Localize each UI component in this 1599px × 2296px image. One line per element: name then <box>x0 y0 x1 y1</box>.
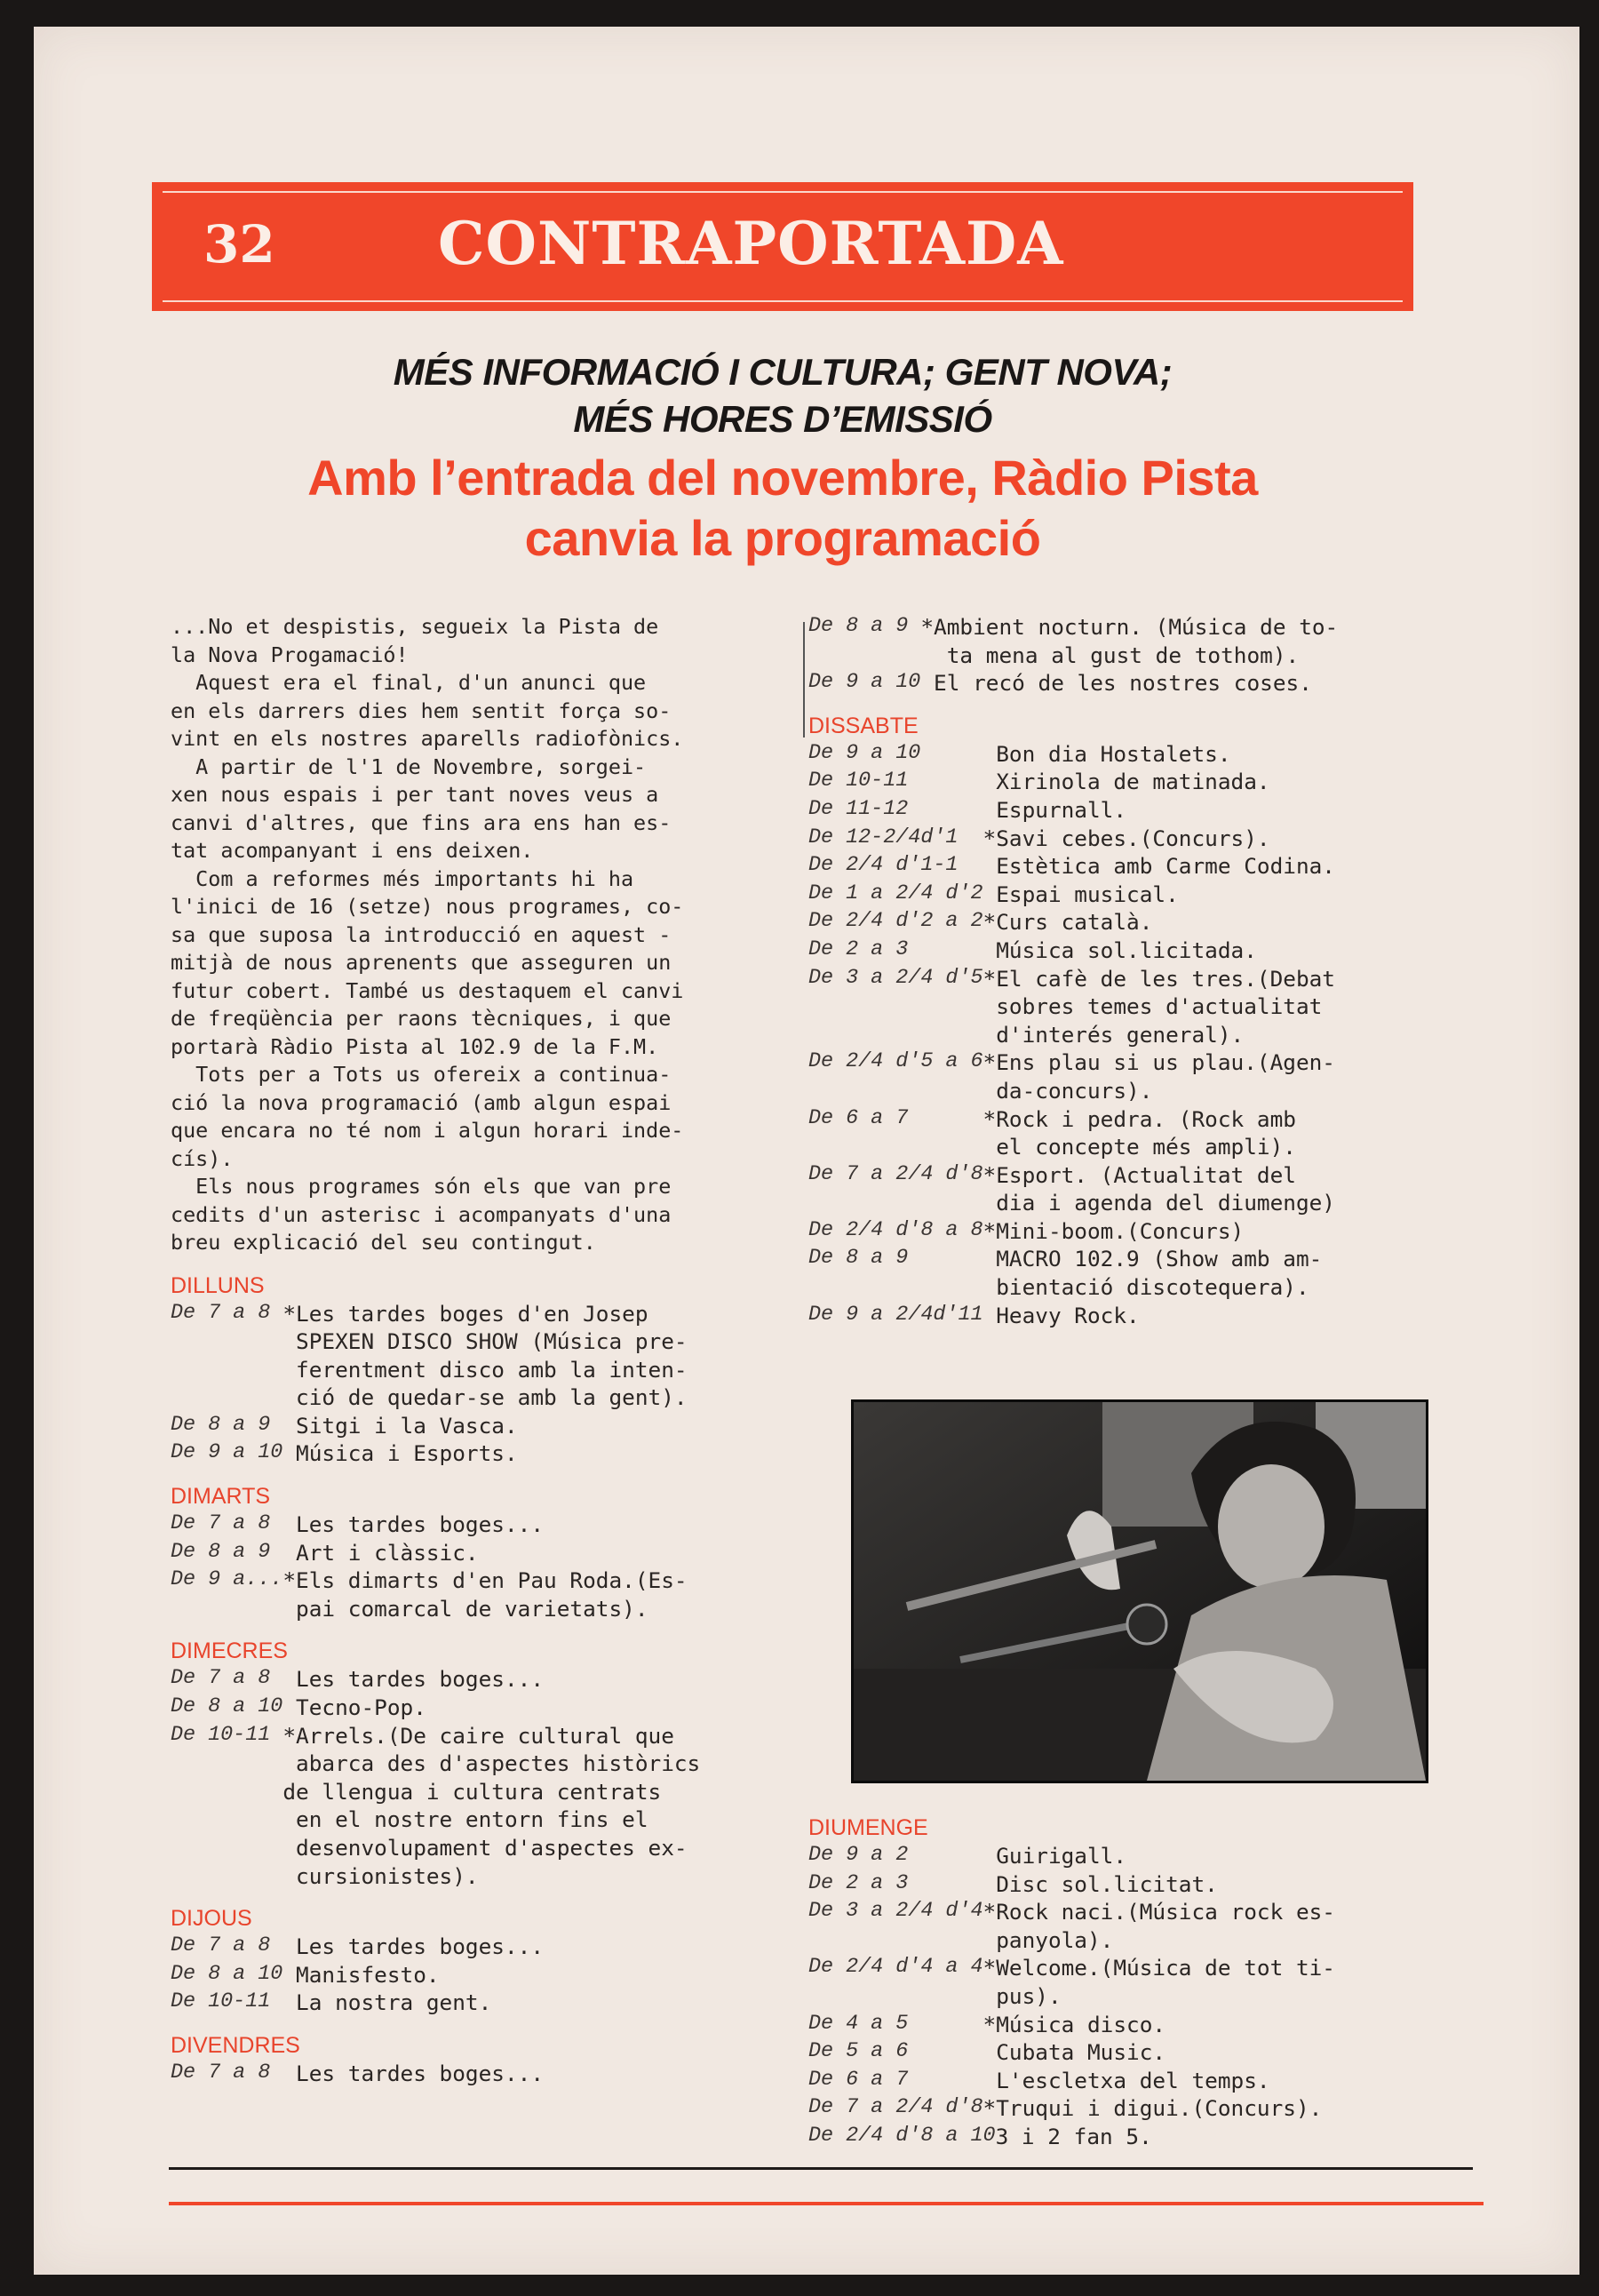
schedule-program: *Esport. (Actualitat del <box>982 1161 1296 1188</box>
schedule-program: Espurnall. <box>982 796 1127 823</box>
schedule-program: Les tardes boges... <box>282 2060 545 2086</box>
schedule-time: De 6 a 7 <box>808 2068 983 2092</box>
schedule-time: De 7 a 2/4 d'8 <box>808 2096 983 2120</box>
intro-line: A partir de l'1 de Novembre, sorgei- <box>171 753 647 779</box>
schedule-time: De 9 a 10 <box>808 741 983 765</box>
sunday-schedule <box>808 1814 1448 2151</box>
schedule-row <box>171 1539 792 1567</box>
schedule-time <box>808 1133 983 1161</box>
schedule-program: Estètica amb Carme Codina. <box>982 853 1335 880</box>
schedule-program: *Truqui i digui.(Concurs). <box>982 2095 1323 2122</box>
schedule-time <box>808 1926 983 1955</box>
schedule-row <box>808 1273 1448 1302</box>
schedule-program: *Música disco. <box>982 2011 1166 2037</box>
schedule-program: La nostra gent. <box>282 1989 492 2016</box>
radio-host-photo-illustration <box>854 1402 1426 1781</box>
schedule-row <box>171 1750 792 1778</box>
schedule-row <box>808 937 1448 965</box>
schedule-program: *Ens plau si us plau.(Agen- <box>982 1049 1335 1076</box>
day-heading: DIVENDRES <box>171 2032 300 2058</box>
schedule-time: De 9 a 2 <box>808 1844 983 1867</box>
schedule-program: Les tardes boges... <box>282 1511 545 1538</box>
schedule-row <box>808 2038 1448 2067</box>
schedule-program: El recó de les nostres coses. <box>920 670 1312 697</box>
schedule-time: De 9 a... <box>171 1568 283 1592</box>
day-programs <box>808 740 1448 1329</box>
schedule-time: De 2/4 d'5 a 6 <box>808 1050 983 1074</box>
day-programs <box>171 1511 792 1622</box>
day-heading: DIMARTS <box>171 1484 271 1510</box>
schedule-program: SPEXEN DISCO SHOW (Música pre- <box>282 1328 688 1355</box>
schedule-program: *Savi cebes.(Concurs). <box>982 825 1270 851</box>
schedule-program: desenvolupament d'aspectes ex- <box>282 1835 688 1861</box>
schedule-time <box>171 1356 282 1384</box>
schedule-time: De 8 a 9 <box>171 1413 283 1437</box>
schedule-time <box>171 1327 282 1356</box>
schedule-time: De 7 a 8 <box>171 1512 283 1536</box>
schedule-row <box>808 1982 1448 2011</box>
schedule-time: De 12-2/4d'1 <box>808 825 983 849</box>
schedule-time: De 7 a 8 <box>171 1301 283 1325</box>
intro-line: sa que suposa la introducció en aquest - <box>171 921 672 947</box>
schedule-row <box>808 965 1448 993</box>
schedule-row <box>808 881 1448 909</box>
schedule-row <box>171 1989 792 2017</box>
schedule-row <box>808 2011 1448 2039</box>
page-number: 32 <box>203 214 275 275</box>
schedule-time: De 8 a 9 <box>171 1540 283 1564</box>
section-title: CONTRAPORTADA <box>438 209 1064 278</box>
schedule-program: de llengua i cultura centrats <box>282 1778 662 1805</box>
magazine-page <box>34 27 1579 2275</box>
schedule-row <box>171 1961 792 1989</box>
schedule-row <box>808 1870 1448 1899</box>
schedule-time: De 7 a 8 <box>171 1934 283 1958</box>
schedule-row <box>808 908 1448 937</box>
radio-host-photo <box>851 1399 1428 1783</box>
schedule-row <box>171 1383 792 1412</box>
schedule-row <box>171 1862 792 1891</box>
schedule-time: De 2/4 d'2 a 2 <box>808 910 983 934</box>
schedule-time: De 7 a 2/4 d'8 <box>808 1162 983 1186</box>
schedule-row <box>171 1567 792 1595</box>
schedule-time <box>808 642 920 670</box>
schedule-program: dia i agenda del diumenge) <box>982 1190 1335 1216</box>
schedule-row <box>808 2067 1448 2095</box>
schedule-time: De 11-12 <box>808 797 983 821</box>
schedule-row <box>171 1300 792 1328</box>
intro-line: breu explicació del seu contingut. <box>171 1230 596 1255</box>
day-heading: DIMECRES <box>171 1638 288 1664</box>
schedule-time: De 2/4 d'4 a 4 <box>808 1956 983 1980</box>
schedule-time: De 3 a 2/4 d'5 <box>808 966 983 990</box>
schedule-row <box>808 613 1448 642</box>
schedule-program: *Rock naci.(Música rock es- <box>982 1899 1335 1925</box>
schedule-time: De 8 a 9 <box>808 1247 983 1271</box>
intro-line: portarà Ràdio Pista al 102.9 de la F.M. <box>171 1033 659 1059</box>
schedule-row <box>808 1302 1448 1330</box>
schedule-row <box>808 993 1448 1021</box>
schedule-program: *Els dimarts d'en Pau Roda.(Es- <box>282 1567 688 1594</box>
intro-line: Aquest era el final, d'un anunci que <box>171 670 647 695</box>
schedule-time <box>171 1778 282 1806</box>
schedule-row <box>808 642 1448 670</box>
schedule-program: Cubata Music. <box>982 2039 1166 2066</box>
schedule-row <box>171 1356 792 1384</box>
schedule-time <box>808 1021 983 1049</box>
schedule-program: en el nostre entorn fins el <box>282 1806 648 1833</box>
schedule-row <box>171 1665 792 1694</box>
schedule-program: Tecno-Pop. <box>282 1694 426 1721</box>
schedule-row <box>171 1327 792 1356</box>
saturday-schedule <box>808 712 1448 1329</box>
schedule-row <box>808 1842 1448 1870</box>
schedule-program: ferentment disco amb la inten- <box>282 1356 688 1383</box>
schedule-program: Espai musical. <box>982 881 1179 907</box>
schedule-row <box>171 1722 792 1750</box>
schedule-program: MACRO 102.9 (Show amb am- <box>982 1246 1323 1272</box>
left-column <box>171 613 792 2088</box>
schedule-program: cursionistes). <box>282 1862 479 1889</box>
schedule-row <box>171 1806 792 1834</box>
schedule-row <box>808 768 1448 796</box>
schedule-program: sobres temes d'actualitat <box>982 993 1323 1020</box>
headline-line-2: canvia la programació <box>524 510 1041 566</box>
schedule-program: *El cafè de les tres.(Debat <box>982 965 1335 992</box>
schedule-row <box>808 1898 1448 1926</box>
schedule-program: pai comarcal de varietats). <box>282 1595 648 1622</box>
schedule-row <box>808 1105 1448 1134</box>
right-top-schedule <box>808 613 1448 698</box>
intro-line: que encara no té nom i algun horari inde- <box>171 1118 684 1143</box>
schedule-program: *Curs català. <box>982 909 1153 936</box>
right-column <box>808 613 1448 1329</box>
intro-line: ...No et despistis, segueix la Pista de <box>171 614 659 639</box>
schedule-program: L'escletxa del temps. <box>982 2067 1270 2093</box>
kicker-line-2: MÉS HORES D’EMISSIÓ <box>573 398 992 440</box>
schedule-program: panyola). <box>982 1926 1114 1953</box>
schedule-time: De 9 a 10 <box>808 671 921 695</box>
schedule-row <box>171 1439 792 1468</box>
schedule-program: Disc sol.licitat. <box>982 1870 1218 1897</box>
schedule-row <box>171 1412 792 1440</box>
schedule-program: Bon dia Hostalets. <box>982 740 1231 767</box>
intro-line: en els darrers dies hem sentit força so- <box>171 698 672 723</box>
intro-line: Els nous programes són els que van pre <box>171 1174 672 1199</box>
schedule-time: De 10-11 <box>808 769 983 793</box>
schedule-time: De 6 a 7 <box>808 1106 983 1130</box>
schedule-time: De 2 a 3 <box>808 1871 983 1895</box>
day-programs <box>171 1665 792 1890</box>
intro-line: la Nova Progamació! <box>171 642 409 667</box>
schedule-time: De 1 a 2/4 d'2 <box>808 881 983 905</box>
left-schedule <box>171 1272 792 2088</box>
schedule-row <box>808 1245 1448 1273</box>
schedule-time: De 3 a 2/4 d'4 <box>808 1900 983 1924</box>
intro-line: Tots per a Tots us ofereix a continua- <box>171 1062 672 1087</box>
schedule-program: Sitgi i la Vasca. <box>282 1412 518 1439</box>
schedule-row <box>808 1133 1448 1161</box>
schedule-time <box>808 1189 983 1217</box>
schedule-time <box>171 1595 282 1623</box>
schedule-time: De 9 a 10 <box>171 1441 283 1465</box>
schedule-time: De 8 a 9 <box>808 615 921 638</box>
schedule-program: Música i Esports. <box>282 1440 518 1467</box>
kicker-line-1: MÉS INFORMACIÓ I CULTURA; GENT NOVA; <box>393 351 1173 393</box>
schedule-time <box>171 1806 282 1834</box>
schedule-row <box>808 1926 1448 1955</box>
intro-line: xen nous espais i per tant noves veus a <box>171 782 659 807</box>
schedule-time: De 8 a 10 <box>171 1695 283 1719</box>
schedule-program: *Arrels.(De caire cultural que <box>282 1722 674 1749</box>
schedule-time: De 9 a 2/4d'11 <box>808 1303 983 1327</box>
schedule-program: *Welcome.(Música de tot ti- <box>982 1955 1335 1981</box>
schedule-row <box>171 1834 792 1862</box>
day-programs <box>171 1300 792 1469</box>
intro-line: cedits d'un asterisc i acompanyats d'una <box>171 1201 672 1227</box>
schedule-program: da-concurs). <box>982 1077 1153 1104</box>
schedule-time: De 2/4 d'8 a 10 <box>808 2124 996 2148</box>
day-programs <box>171 1933 792 2017</box>
day-programs <box>808 1842 1448 2151</box>
day-heading: DISSABTE <box>808 713 919 738</box>
schedule-time: De 7 a 8 <box>171 1667 283 1691</box>
schedule-row <box>808 825 1448 853</box>
schedule-row <box>171 1511 792 1539</box>
schedule-time: De 8 a 10 <box>171 1962 283 1986</box>
schedule-row <box>808 740 1448 769</box>
schedule-time <box>171 1750 282 1778</box>
schedule-time: De 2/4 d'8 a 8 <box>808 1218 983 1242</box>
schedule-row <box>808 1048 1448 1077</box>
schedule-row <box>171 1694 792 1722</box>
intro-line: vint en els nostres aparells radiofònics. <box>171 726 684 751</box>
schedule-program: ció de quedar-se amb la gent). <box>282 1384 688 1411</box>
schedule-row <box>808 2094 1448 2123</box>
schedule-program: Les tardes boges... <box>282 1666 545 1693</box>
schedule-program: pus). <box>982 1982 1062 2009</box>
schedule-row <box>808 669 1448 698</box>
schedule-program: *Ambient nocturn. (Música de to- <box>920 614 1339 640</box>
intro-line: Com a reformes més importants hi ha <box>171 865 634 891</box>
schedule-program: *Les tardes boges d'en Josep <box>282 1300 648 1327</box>
schedule-time <box>171 1834 282 1862</box>
schedule-row <box>808 1161 1448 1190</box>
schedule-time: De 5 a 6 <box>808 2040 983 2064</box>
section-banner <box>152 182 1413 311</box>
day-programs <box>171 2060 792 2088</box>
schedule-time <box>171 1383 282 1412</box>
schedule-row <box>171 1595 792 1623</box>
intro-line: canvi d'altres, que fins ara ens han es- <box>171 809 672 835</box>
column-divider <box>803 622 805 737</box>
sunday-column <box>808 1799 1448 2151</box>
schedule-row <box>808 2123 1448 2151</box>
schedule-program: el concepte més ampli). <box>982 1134 1296 1160</box>
footer-rule-red <box>169 2202 1484 2205</box>
day-heading: DIUMENGE <box>808 1815 928 1840</box>
intro-text <box>171 613 792 1257</box>
schedule-program: Guirigall. <box>982 1843 1127 1869</box>
schedule-program: d'interés general). <box>982 1021 1245 1048</box>
schedule-program: *Rock i pedra. (Rock amb <box>982 1105 1296 1132</box>
intro-line: tat acompanyant i ens deixen. <box>171 838 534 863</box>
schedule-row <box>808 1021 1448 1049</box>
schedule-time <box>808 1273 983 1302</box>
intro-line: l'inici de 16 (setze) nous programes, co- <box>171 894 684 919</box>
intro-line: cís). <box>171 1145 234 1171</box>
schedule-time: De 7 a 8 <box>171 2061 283 2085</box>
schedule-row <box>171 1778 792 1806</box>
schedule-program: ta mena al gust de tothom). <box>920 642 1300 668</box>
schedule-time <box>808 1077 983 1105</box>
schedule-row <box>808 1077 1448 1105</box>
schedule-program: Heavy Rock. <box>982 1302 1140 1328</box>
schedule-row <box>171 2060 792 2088</box>
schedule-row <box>808 796 1448 825</box>
schedule-row <box>808 1189 1448 1217</box>
schedule-program: Xirinola de matinada. <box>982 769 1270 795</box>
intro-line: de freqüència per raons tècniques, i que <box>171 1006 672 1031</box>
schedule-row <box>808 1217 1448 1246</box>
schedule-time <box>808 1982 983 2011</box>
schedule-time: De 10-11 <box>171 1723 283 1747</box>
day-heading: DILLUNS <box>171 1272 265 1298</box>
schedule-program: *Mini-boom.(Concurs) <box>982 1217 1245 1244</box>
intro-line: mitjà de nous aprenents que asseguren un <box>171 950 672 975</box>
schedule-time: De 4 a 5 <box>808 2012 983 2036</box>
intro-line: ció la nova programació (amb algun espai <box>171 1089 672 1115</box>
day-heading: DIJOUS <box>171 1906 252 1932</box>
schedule-program: Art i clàssic. <box>282 1539 479 1566</box>
headline-line-1: Amb l’entrada del novembre, Ràdio Pista <box>307 450 1258 506</box>
schedule-program: Manisfesto. <box>282 1961 440 1988</box>
schedule-program: abarca des d'aspectes històrics <box>282 1750 701 1777</box>
schedule-time: De 2 a 3 <box>808 937 983 961</box>
footer-rule-black <box>169 2167 1473 2170</box>
schedule-program: Les tardes boges... <box>282 1933 545 1960</box>
schedule-time: De 2/4 d'1-1 <box>808 854 983 878</box>
schedule-time <box>171 1862 282 1891</box>
schedule-row <box>171 1933 792 1961</box>
schedule-time <box>808 993 983 1021</box>
schedule-time: De 10-11 <box>171 1990 283 2014</box>
schedule-program: bientació discotequera). <box>982 1274 1309 1301</box>
schedule-row <box>808 1954 1448 1982</box>
intro-line: futur cobert. També us destaquem el canvi <box>171 977 684 1003</box>
schedule-row <box>808 852 1448 881</box>
schedule-program: 3 i 2 fan 5. <box>995 2123 1152 2149</box>
schedule-program: Música sol.licitada. <box>982 937 1257 963</box>
